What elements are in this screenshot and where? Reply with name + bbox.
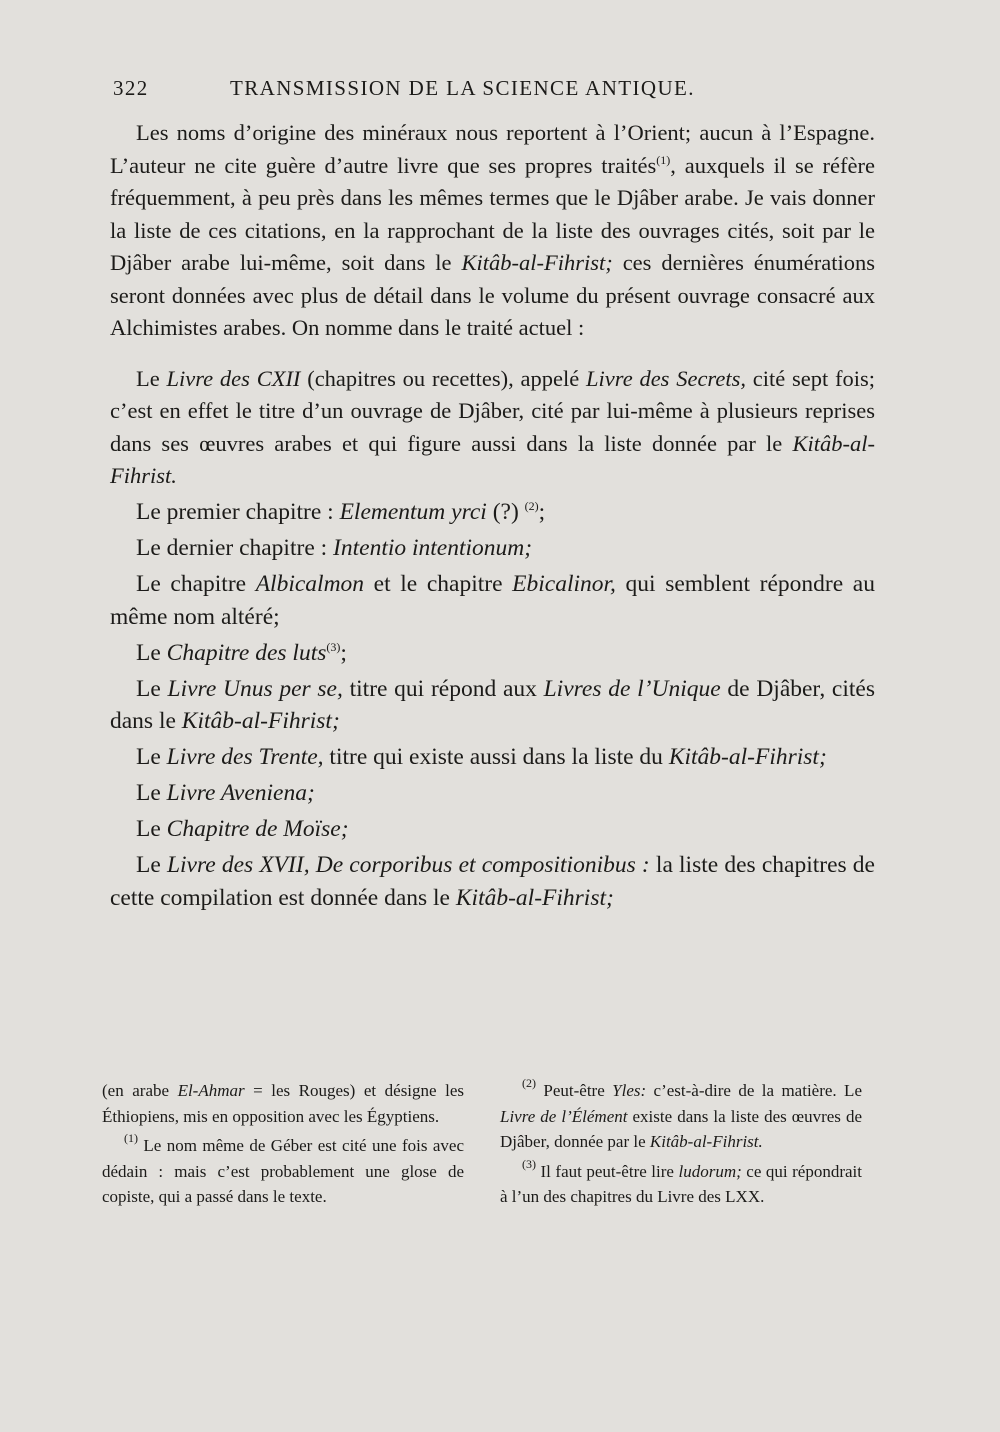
list-item-unus-per-se: Le Livre Unus per se, titre qui répond aux Livres de l’Unique de Djâber, cités dans le Kitâb-al-Fihrist; <box>110 675 875 734</box>
list-item-livre-des-trente: Le Livre des Trente, titre qui existe aussi dans la liste du Kitâb-al-Fihrist; <box>136 744 827 770</box>
list-item-premier-chapitre: Le premier chapitre : Elementum yrci (?) $^{(2)}$; <box>136 499 546 525</box>
footnote-continuation: (en arabe El-Ahmar = les Rouges) et désigne les Éthiopiens, mis en opposition avec les Égyptiens. <box>102 1081 464 1126</box>
title-livre-des-cxii: Livre des CXII <box>166 365 301 391</box>
title-kitab-al-fihrist: Kitâb-al-Fihrist. <box>110 430 875 488</box>
footnote-1: $^{(1)}$ Le nom même de Géber est cité une fois avec dédain : mais c’est probablement une glose de copiste, qui a passé dans le texte. <box>102 1131 464 1206</box>
footnote-ref-1[interactable]: (1) <box>656 152 671 167</box>
list-item-albicalmon: Le chapitre Albicalmon et le chapitre Ebicalinor, qui semblent répondre au même nom altéré; <box>110 571 875 630</box>
footnote-3: $^{(3)}$ Il faut peut-être lire ludorum; ce qui répondrait à l’un des chapitres du Livre des LXX. <box>500 1156 862 1206</box>
main-text <box>110 117 875 914</box>
list-item-dernier-chapitre: Le dernier chapitre : Intentio intentionum; <box>136 535 533 561</box>
list-item-livre-aveniena: Le Livre Aveniena; <box>136 780 315 806</box>
list-item-livre-des-xvii: Le Livre des XVII, De corporibus et compositionibus : la liste des chapitres de cette compilation est donnée dans le Kitâb-al-Fihrist; <box>110 852 875 911</box>
running-title: TRANSMISSION DE LA SCIENCE ANTIQUE. <box>230 76 695 100</box>
list-item-chapitre-des-luts: Le Chapitre des luts$^{(3)}$; <box>136 639 347 666</box>
footnote-ref-3[interactable]: (3) <box>326 639 341 654</box>
footnote-2: $^{(2)}$ Peut-être Yles: c’est-à-dire de la matière. Le Livre de l’Élément existe dans la liste des œuvres de Djâber, donnée par le Kitâb-al-Fihrist. <box>500 1076 862 1151</box>
footnote-mark: (1) <box>124 1131 138 1145</box>
paragraph-minerals: Les noms d’origine des minéraux nous reportent à l’Orient; aucun à l’Espagne. L’auteur ne cite guère d’autre livre que ses propres traités$^{(1)}$, auxquels il se réfère fréquemment, à peu près dans les mêmes termes que le Djâber arabe. Je vais donner la liste de ces citations, en la rapprochant de la liste des ouvrages cités, soit par le Djâber arabe lui-même, soit dans le Kitâb-al-Fihrist; ces dernières énumérations seront données avec plus de détail dans le volume du présent ouvrage consacré aux Alchimistes arabes. On nomme dans le traité actuel : <box>110 120 875 340</box>
footnotes-left-column <box>102 1078 464 1210</box>
footnote-ref-2[interactable]: (2) <box>524 499 539 513</box>
footnote-mark: (2) <box>522 1076 536 1090</box>
paragraph-livre-cxii: Le Livre des CXII (chapitres ou recettes), appelé Livre des Secrets, cité sept fois; c’est en effet le titre d’un ouvrage de Djâber, cité par lui-même à plusieurs reprises dans ses œuvres arabes et qui figure aussi dans la liste donnée par le Kitâb-al-Fihrist. <box>110 365 875 488</box>
footnotes-right-column <box>500 1078 862 1210</box>
running-head <box>113 76 773 110</box>
title-livre-des-secrets: Livre des Secrets, <box>586 365 746 391</box>
list-item-chapitre-de-moise: Le Chapitre de Moïse; <box>136 816 349 842</box>
page-number: 322 <box>113 76 149 100</box>
footnote-mark: (3) <box>522 1156 536 1171</box>
title-kitab-al-fihrist: Kitâb-al-Fihrist; <box>461 250 613 275</box>
